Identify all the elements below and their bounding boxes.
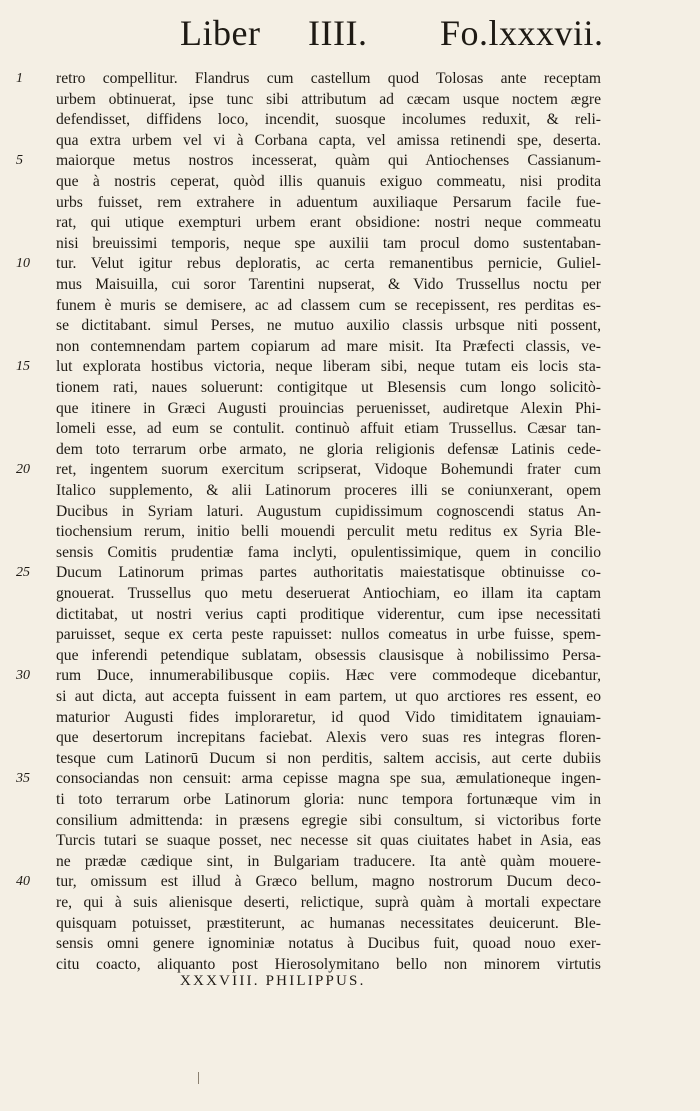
- text-line: urbem obtinuerat, ipse tunc sibi attributum ad cæcam usque noctem ægre: [56, 90, 601, 108]
- text-line: consociandas non censuit: arma cepisse magna spe sua, æmulationeque ingen-: [56, 770, 601, 788]
- text-line: paruisset, seque ex certa peste rapuisset: nullos comeatus in urbe fuisse, spem-: [56, 626, 601, 644]
- text-line: tur. Velut igitur rebus deploratis, ac certa remanentibus pernicie, Guliel-: [56, 255, 601, 273]
- text-line: gnouerat. Trussellus quo metu deseruerat Antiochiam, eo illam ita captam: [56, 585, 601, 602]
- line-number: 10: [16, 256, 30, 272]
- text-line: citu coacto, aliquanto post Hierosolymitano bello non minorem virtutis: [56, 955, 601, 973]
- text-line: tur, omissum est illud à Græco bellum, magno nostrorum Ducum deco-: [56, 873, 601, 891]
- text-line: non contemnendam partem copiarum ad mare misit. Ita Præfecti classis, ve-: [56, 337, 601, 355]
- header-folio-number: Fo.lxxxvii.: [440, 13, 604, 53]
- line-number: 35: [16, 771, 30, 787]
- running-header: [180, 8, 695, 58]
- text-line: se dictitabant. simul Perses, ne mutuo auxilio classis urbsque niti possent,: [56, 317, 601, 335]
- text-line: dictitabat, ut nostri verius capti proditique viderentur, cum ipse necessitati: [56, 605, 601, 623]
- text-line: consilium admittenda: in præsens egregie sibi consultum, si victoribus forte: [56, 811, 601, 829]
- text-line: tiochensium rerum, initio belli mouendi perculit metu reditus ex Syria Ble-: [56, 523, 601, 541]
- text-line: maiorque metus nostros incesserat, quàm qui Antiochenses Cassianum-: [56, 152, 601, 170]
- line-number: 15: [16, 359, 30, 375]
- header-liber: Liber: [180, 13, 261, 53]
- text-line: defendisset, diffidens loco, incendit, suosque incolumes reduxit, & reli-: [56, 111, 601, 129]
- catchword-signature: XXXVIII. PHILIPPUS.: [180, 973, 366, 989]
- text-line: Ducum Latinorum primas partes authoritatis maiestatisque obtinuisse co-: [56, 564, 601, 582]
- page-mark: [198, 1072, 201, 1084]
- text-line: lut explorata hostibus victoria, neque liberam sibi, neque tutam eis locis sta-: [56, 358, 601, 376]
- text-line: dem toto terrarum orbe armato, ne gloria religionis defensæ Latinis cede-: [56, 440, 601, 458]
- text-line: quisquam potuisset, præstiterunt, ac humanas necessitates deuicerunt. Ble-: [56, 914, 601, 932]
- line-number: 25: [16, 565, 30, 581]
- text-line: que inferendi petendique sublatam, obsessis clausisque à nobilissimo Persa-: [56, 646, 601, 664]
- text-line: ne prædæ cædique sint, in Bulgariam traducere. Ita antè quàm mouere-: [56, 852, 601, 870]
- line-number: 40: [16, 874, 30, 890]
- text-line: que à nostris ceperat, quòd illis quanuis exiguo commeatu, nisi prodita: [56, 173, 601, 190]
- text-line: lomeli esse, ad eum se contulit. continuò affuit etiam Trussellus. Cæsar tan-: [56, 420, 601, 438]
- text-line: retro compellitur. Flandrus cum castellum quod Tolosas ante receptam: [56, 70, 601, 87]
- text-line: urbs fuisset, rem extrahere in aduentum auxiliaque Persarum facile fue-: [56, 193, 601, 211]
- line-number: 1: [16, 71, 23, 86]
- text-line: tesque cum Latinorū Ducum si non perditis, saltem accisis, aut certe dubiis: [56, 749, 601, 767]
- text-line: funem è muris se demisere, ac ad classem cum se recepissent, res perditas es-: [56, 296, 601, 314]
- text-line: mus Maisuilla, cui soror Tarentini nupserat, & Vido Trussellus noctu per: [56, 276, 601, 293]
- line-number: 20: [16, 462, 30, 478]
- text-line: Italico supplemento, & alii Latinorum proceres illi se coniunxerant, opem: [56, 482, 601, 499]
- text-line: ti toto terrarum orbe Latinorum gloria: nunc tempora fortunæque vim in: [56, 791, 601, 808]
- text-line: rat, qui utique exempturi urbem erant obsidione: nostri neque commeatu: [56, 214, 601, 232]
- text-line: qua extra urbem vel vi à Corbana capta, vel amissa retinendi spe, deserta.: [56, 131, 601, 149]
- text-line: maturior Augusti fides imploraretur, id quod Vido timiditatem ignauiam-: [56, 708, 601, 726]
- text-line: tionem rati, naues soluerunt: contigitque ut Blesensis cum longo solicitò-: [56, 379, 601, 396]
- text-line: si aut dicta, aut accepta fuissent in eam partem, ut quo arctiores res essent, eo: [56, 688, 601, 705]
- text-line: que desertorum increpitans faciebat. Alexis vero suas res integras floren-: [56, 729, 601, 747]
- text-line: ret, ingentem suorum exercitum scripserat, Vidoque Bohemundi frater cum: [56, 461, 601, 479]
- line-number: 30: [16, 668, 30, 684]
- text-line: re, qui à suis alienisque deserti, relictique, suprà quàm à mortali expectare: [56, 894, 601, 911]
- text-line: Ducibus in Syriam laturi. Augustum cupidissimum cognoscendi status An-: [56, 502, 601, 520]
- text-line: sensis omni genere ignominiæ notatus à Ducibus fuit, quoad nouo exer-: [56, 935, 601, 953]
- text-line: rum Duce, innumerabilibusque copiis. Hæc vere commodeque dicebantur,: [56, 667, 601, 685]
- text-line: Turcis tutari se suaque posset, nec necesse sit quas ciuitates habet in Asia, eas: [56, 832, 601, 850]
- text-line: que itinere in Græci Augusti prouincias peruenisset, audiretque Alexin Phi-: [56, 399, 601, 417]
- line-number: 5: [16, 153, 23, 169]
- text-line: nisi breuissimi temporis, neque spe auxilii tam procul domo sustentaban-: [56, 234, 601, 252]
- header-book-number: IIII.: [308, 13, 368, 53]
- text-line: sensis Comitis prudentiæ fama inclyti, opulentissimique, quem in concilio: [56, 543, 601, 561]
